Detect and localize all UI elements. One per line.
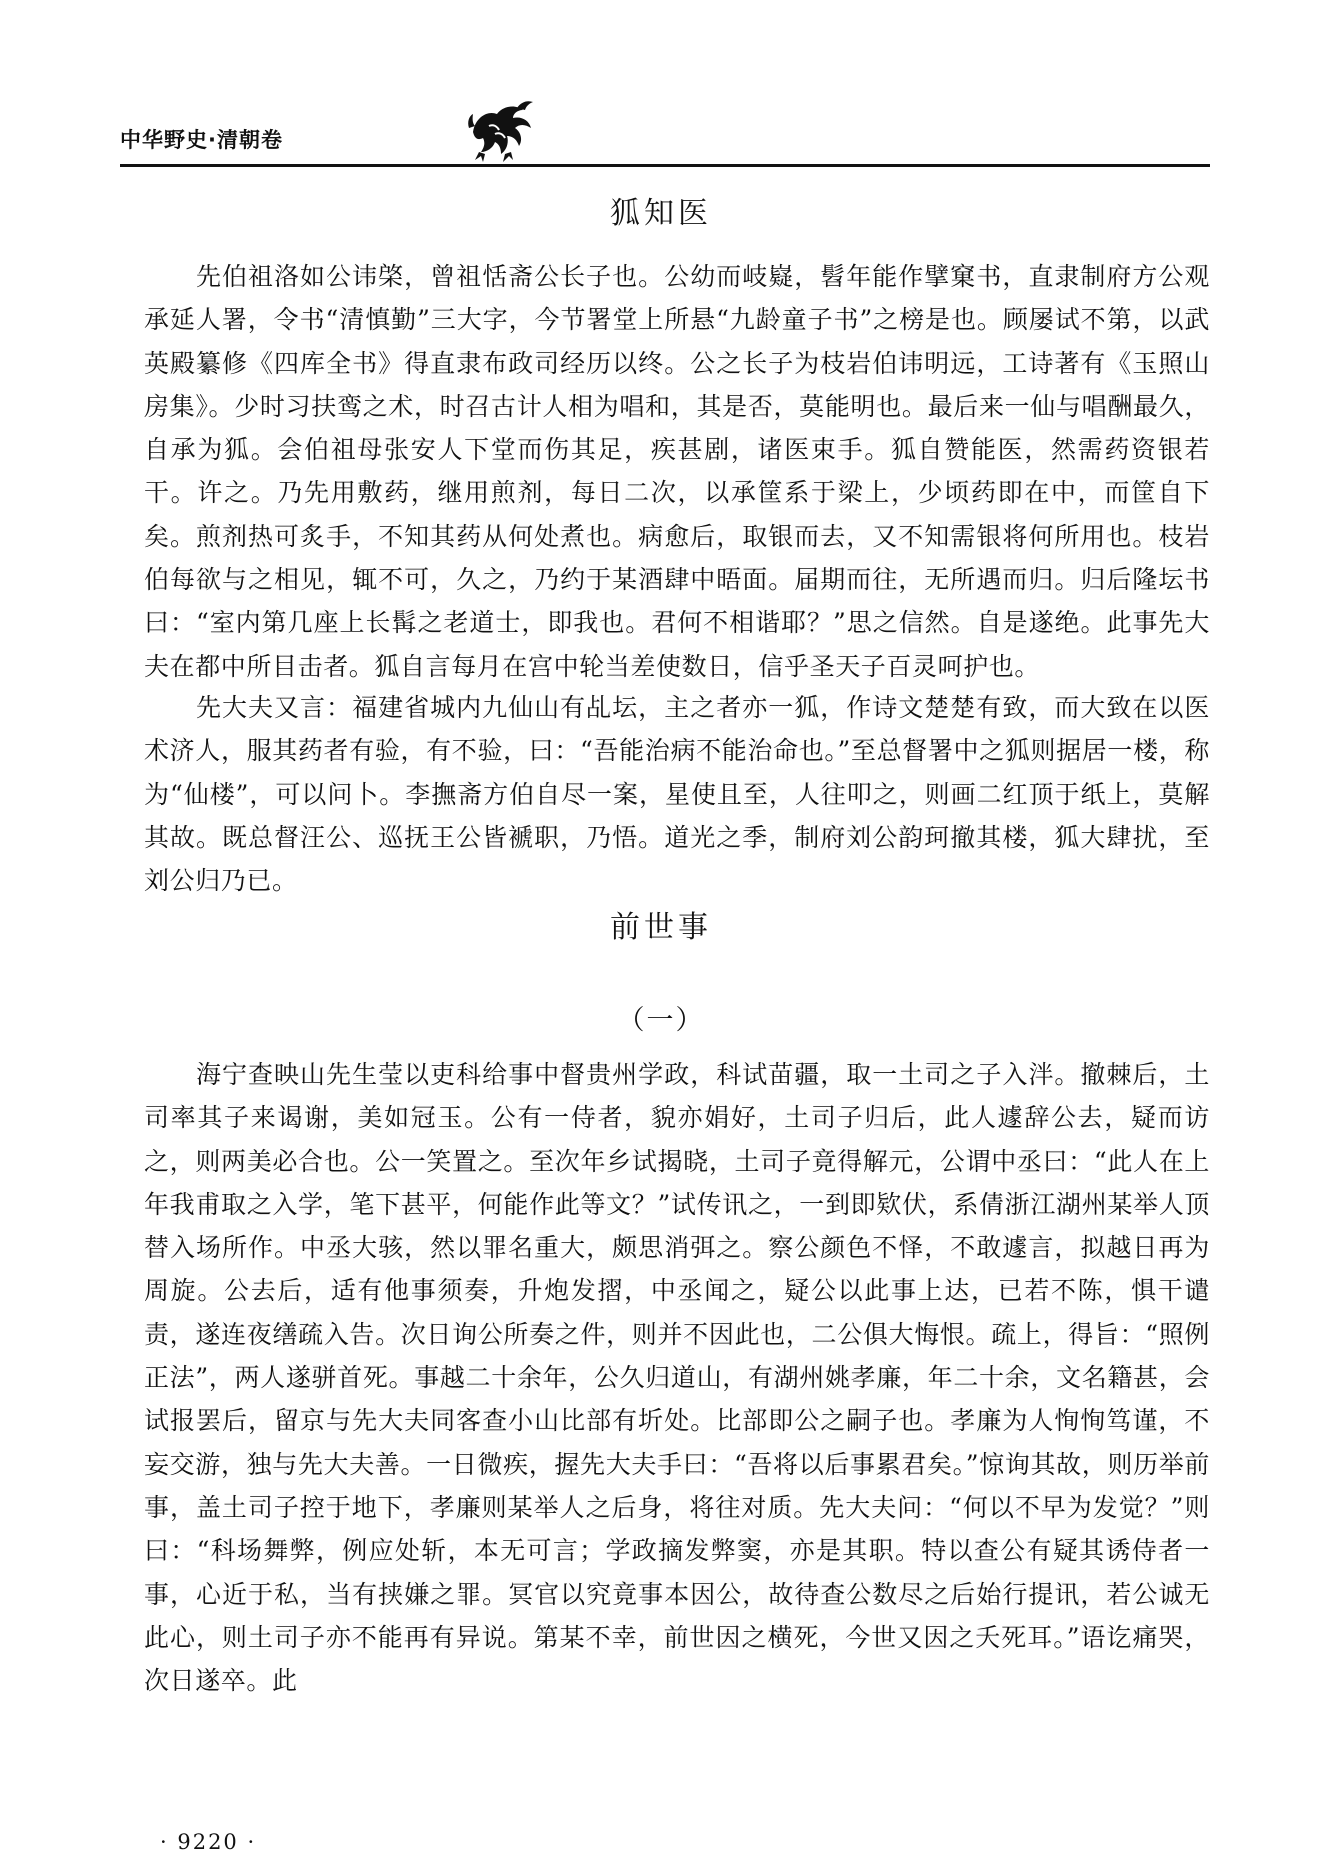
- section-title-fox-doctor: 狐知医: [610, 196, 712, 231]
- section-title-past-life: 前世事: [610, 910, 712, 945]
- running-header: [120, 118, 1210, 158]
- series-title: 中华野史·清朝卷: [120, 128, 283, 152]
- header-rule: [120, 164, 1210, 167]
- dragon-emblem-icon: [465, 98, 537, 164]
- paragraph: 海宁查映山先生莹以吏科给事中督贵州学政，科试苗疆，取一土司之子入泮。撤棘后，土司率其子来谒谢，美如冠玉。公有一侍者，貌亦娟好，土司子归后，此人遽辞公去，疑而访之，则两美必合也。公一笑置之。至次年乡试揭晓，土司子竟得解元，公谓中丞曰：“此人在上年我甫取之入学，笔下甚平，何能作此等文？”试传讯之，一到即欵伏，系倩浙江湖州某举人顶替入场所作。中丞大骇，然以罪名重大，颇思消弭之。察公颜色不怿，不敢遽言，拟越日再为周旋。公去后，适有他事须奏，升炮发摺，中丞闻之，疑公以此事上达，已若不陈，惧干谴责，遂连夜缮疏入告。次日询公所奏之件，则并不因此也，二公俱大悔恨。疏上，得旨：“照例正法”，两人遂骈首死。事越二十余年，公久归道山，有湖州姚孝廉，年二十余，文名籍甚，会试报罢后，留京与先大夫同客查小山比部有圻处。比部即公之嗣子也。孝廉为人恂恂笃谨，不妄交游，独与先大夫善。一日微疾，握先大夫手曰：“吾将以后事累君矣。”惊询其故，则历举前事，盖土司子控于地下，孝廉则某举人之后身，将往对质。先大夫问：“何以不早为发觉？”则曰：“科场舞弊，例应处斩，本无可言；学政摘发弊窦，亦是其职。特以查公有疑其诱侍者一事，心近于私，当有挟嫌之罪。冥官以究竟事本因公，故待查公数尽之后始行提讯，若公诚无此心，则土司子亦不能再有异说。第某不幸，前世因之横死，今世又因之夭死耳。”语讫痛哭，次日遂卒。此: [144, 1060, 1210, 1696]
- paragraph: 先伯祖洛如公讳棨，曾祖恬斋公长子也。公幼而岐嶷，髫年能作擘窠书，直隶制府方公观承延人署，令书“清慎勤”三大字，今节署堂上所悬“九龄童子书”之榜是也。顾屡试不第，以武英殿纂修《四库全书》得直隶布政司经历以终。公之长子为枝岩伯讳明远，工诗著有《玉照山房集》。少时习扶鸾之术，时召古计人相为唱和，其是否，莫能明也。最后来一仙与唱酬最久，自承为狐。会伯祖母张安人下堂而伤其足，疾甚剧，诸医束手。狐自赞能医，然需药资银若干。许之。乃先用敷药，继用煎剂，每日二次，以承筐系于梁上，少顷药即在中，而筐自下矣。煎剂热可炙手，不知其药从何处煮也。病愈后，取银而去，又不知需银将何所用也。枝岩伯每欲与之相见，辄不可，久之，乃约于某酒肆中晤面。届期而往，无所遇而归。归后隆坛书曰：“室内第几座上长髯之老道士，即我也。君何不相谐耶？”思之信然。自是遂绝。此事先大夫在都中所目击者。狐自言每月在宫中轮当差使数日，信乎圣天子百灵呵护也。: [144, 262, 1210, 681]
- subsection-number: （一）: [617, 1005, 705, 1036]
- paragraph: 先大夫又言：福建省城内九仙山有乩坛，主之者亦一狐，作诗文楚楚有致，而大致在以医术济人，服其药者有验，有不验，曰：“吾能治病不能治命也。”至总督署中之狐则据居一楼，称为“仙楼”，可以问卜。李撫斋方伯自尽一案，星使且至，人往叩之，则画二红顶于纸上，莫解其故。既总督汪公、巡抚王公皆褫职，乃悟。道光之季，制府刘公韵珂撤其楼，狐大肆扰，至刘公归乃已。: [144, 693, 1210, 896]
- page-number: · 9220 ·: [160, 1830, 257, 1854]
